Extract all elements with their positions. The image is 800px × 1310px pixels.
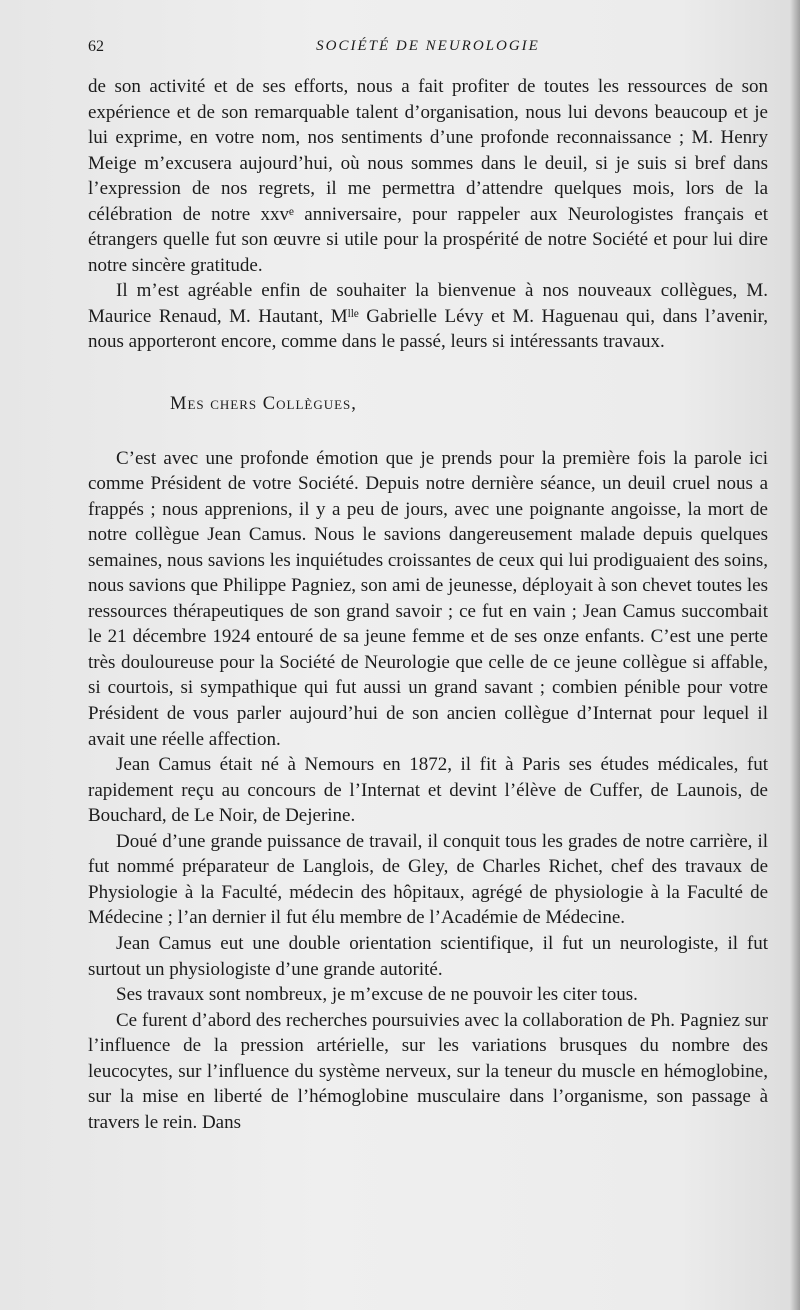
paragraph-4: Jean Camus était né à Nemours en 1872, il fit à Paris ses études médicales, fut rapidement reçu au concours de l’Internat et devint l’élève de Cuffer, de Launois, de Bouchard, de Le Noir, de Dejerine.	[88, 754, 768, 827]
paragraph-7: Ses travaux sont nombreux, je m’excuse de ne pouvoir les citer tous.	[116, 984, 638, 1006]
paragraph-2: Il m’est agréable enfin de souhaiter la bienvenue à nos nouveaux collègues, M. Maurice Renaud, M. Hautant, Mˡˡᵉ Gabrielle Lévy et M. Haguenau qui, dans l’avenir, nous apporteront encore, comme dans le passé, leurs si intéressants travaux.	[88, 280, 768, 353]
paragraph-6: Jean Camus eut une double orientation scientifique, il fut un neurologiste, il fut surtout un physiologiste d’une grande autorité.	[88, 932, 768, 980]
paragraph-5: Doué d’une grande puissance de travail, il conquit tous les grades de notre carrière, il fut nommé préparateur de Langlois, de Gley, de Charles Richet, chef des travaux de Physiologie à la Faculté, médecin des hôpitaux, agrégé de physiologie à la Faculté de Médecine ; l’an dernier il fut élu membre de l’Académie de Médecine.	[88, 830, 768, 929]
page-header	[88, 38, 768, 62]
paragraph-8: Ce furent d’abord des recherches poursuivies avec la collaboration de Ph. Pagniez sur l’influence de la pression artérielle, sur les variations brusques du nombre des leucocytes, sur l’influence du système nerveux, sur la teneur du muscle en hémoglobine, sur la mise en liberté de l’hémoglobine musculaire dans l’organisme, son passage à travers le rein. Dans	[88, 1009, 768, 1133]
page-edge-shadow	[790, 0, 800, 1310]
paragraph-3: C’est avec une profonde émotion que je prends pour la première fois la parole ici comme Président de votre Société. Depuis notre dernière séance, un deuil cruel nous a frappés ; nous apprenions, il y a peu de jours, avec une poignante angoisse, la mort de notre collègue Jean Camus. Nous le savions dangereusement malade depuis quelques semaines, nous savions les inquiétudes croissantes de ceux qui lui prodiguaient des soins, nous savions que Philippe Pagniez, son ami de jeunesse, déployait à son chevet toutes les ressources thérapeutiques de son grand savoir ; ce fut en vain ; Jean Camus succombait le 21 décembre 1924 entouré de sa jeune femme et de ses onze enfants. C’est une perte très douloureuse pour la Société de Neurologie que celle de ce jeune collègue si affable, si courtois, si sympathique qui fut aussi un grand savant ; combien pénible pour votre Président de vous parler aujourd’hui de son ancien collègue d’Internat pour lequel il avait une réelle affection.	[88, 447, 768, 750]
page-number: 62	[88, 38, 104, 55]
salutation: Mes chers Collègues,	[170, 394, 357, 415]
paragraph-1: de son activité et de ses efforts, nous a fait profiter de toutes les ressources de son expérience et de son remarquable talent d’organisation, nous lui devons beaucoup et je lui exprime, en votre nom, nos sentiments d’une profonde reconnaissance ; M. Henry Meige m’excusera aujourd’hui, où nous sommes dans le deuil, si je suis si bref dans l’expression de nos regrets, il me permettra d’attendre quelques mois, lors de la célébration de notre xxvᵉ anniversaire, pour rappeler aux Neurologistes français et étrangers quelle fut son œuvre si utile pour la prospérité de notre Société et pour lui dire notre sincère gratitude.	[88, 76, 768, 276]
body-text	[88, 74, 768, 1135]
running-title: SOCIÉTÉ DE NEUROLOGIE	[316, 38, 540, 54]
